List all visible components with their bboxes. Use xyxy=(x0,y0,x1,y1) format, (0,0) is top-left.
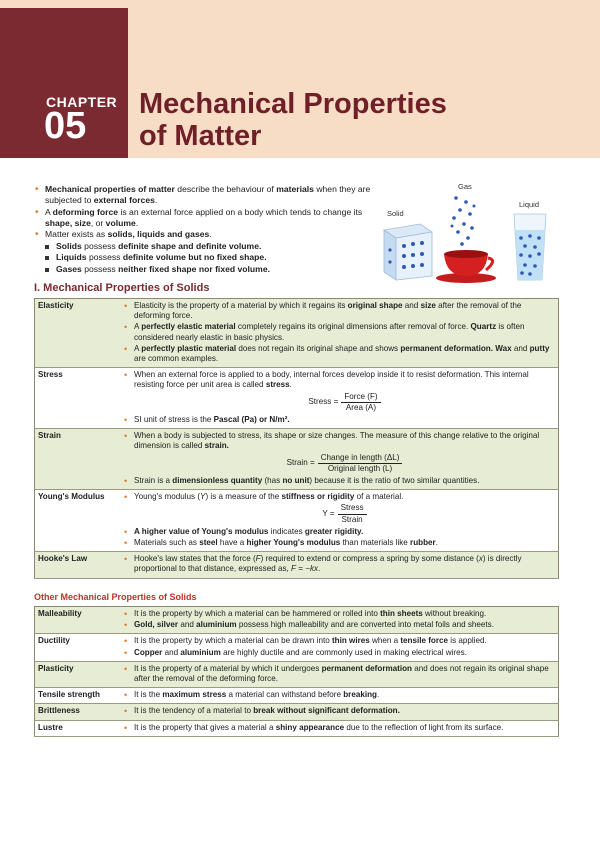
list-item: • It is the property by which a material can be drawn into thin wires when a tensile force is applied. xyxy=(123,636,555,646)
term-lustre: Lustre xyxy=(35,720,121,736)
list-item: • Materials such as steel have a higher Young's modulus than materials like rubber. xyxy=(123,538,555,548)
table-row xyxy=(35,429,559,490)
states-drawing xyxy=(380,180,580,288)
list-item: • It is the property of a material by which it undergoes permanent deformation and does not regain its original shape after the removal of the deforming force. xyxy=(123,664,555,684)
liquid-glass-icon xyxy=(514,214,546,280)
list-item: • Hooke's law states that the force (F) required to extend or compress a spring by some distance (x) is directly proportional to that distance, expressed as, F = −kx. xyxy=(123,554,555,574)
section-heading-other: Other Mechanical Properties of Solids xyxy=(34,592,197,602)
other-properties-table xyxy=(34,606,559,737)
term-plasticity: Plasticity xyxy=(35,661,121,687)
definition-cell xyxy=(120,704,559,720)
solid-label: Solid xyxy=(387,209,404,218)
solids-properties-table xyxy=(34,298,559,579)
gas-particles-icon xyxy=(451,196,476,246)
table-row xyxy=(35,661,559,687)
section-heading-solids: I. Mechanical Properties of Solids xyxy=(34,282,210,294)
list-item: • It is the property by which a material can be hammered or rolled into thin sheets without breaking. xyxy=(123,609,555,619)
term-stress: Stress xyxy=(35,368,121,429)
list-item: • When an external force is applied to a body, internal forces develop inside it to resist deformation. This internal resisting force per unit area is called stress. Stress = $\frac{\text{Force (F)}}{\text{Area (A)}}$ xyxy=(123,370,555,413)
list-item: • Young's modulus (Y) is a measure of the stiffness or rigidity of a material. Y = $\frac{\text{Stress}}{\text{Strain}}$ xyxy=(123,492,555,525)
term-elasticity: Elasticity xyxy=(35,299,121,368)
states-of-matter-illustration xyxy=(380,180,580,288)
definition-cell xyxy=(120,429,559,490)
list-item: • Elasticity is the property of a material by which it regains its original shape and size after the removal of the deforming force. xyxy=(123,301,555,321)
list-item: • A perfectly plastic material does not regain its original shape and shows permanent deformation. Wax and putty are common examples. xyxy=(123,344,555,364)
definition-cell xyxy=(120,661,559,687)
definition-cell xyxy=(120,368,559,429)
youngs-formula: Y = $\frac{\text{Stress}}{\text{Strain}}$ xyxy=(134,503,555,524)
list-item: Solids possess definite shape and definite volume. xyxy=(34,241,372,252)
table-row xyxy=(35,704,559,720)
list-item: • It is the property that gives a material a shiny appearance due to the reflection of light from its surface. xyxy=(123,723,555,733)
table-row xyxy=(35,688,559,704)
definition-cell xyxy=(120,634,559,661)
cup-icon xyxy=(436,250,496,283)
table-row xyxy=(35,368,559,429)
table-row xyxy=(35,634,559,661)
chapter-number: 05 xyxy=(44,105,87,147)
definition-cell xyxy=(120,688,559,704)
definition-cell xyxy=(120,720,559,736)
term-youngs-modulus: Young's Modulus xyxy=(35,490,121,552)
strain-formula: Strain = $\frac{\text{Change in length (ΔL)}}{\text{Original length (L)}}$ xyxy=(134,453,555,474)
list-item: • Gold, silver and aluminium possess high malleability and are converted into metal foils and sheets. xyxy=(123,620,555,630)
gas-label: Gas xyxy=(458,182,472,191)
term-tensile-strength: Tensile strength xyxy=(35,688,121,704)
chapter-title xyxy=(139,88,447,152)
table-row xyxy=(35,490,559,552)
definition-cell xyxy=(120,299,559,368)
chapter-label: CHAPTER xyxy=(46,94,118,110)
list-item: • When a body is subjected to stress, its shape or size changes. The measure of this change relative to the original dimension is called strain. Strain = $\frac{\text{Change in length (ΔL)}}{\text{Original length (L)}}$ xyxy=(123,431,555,474)
list-item: • A higher value of Young's modulus indicates greater rigidity. xyxy=(123,527,555,537)
intro-bullets xyxy=(34,184,372,275)
table-row xyxy=(35,299,559,368)
stress-formula: Stress = $\frac{\text{Force (F)}}{\text{Area (A)}}$ xyxy=(134,392,555,413)
title-line-2: of Matter xyxy=(139,120,262,152)
list-item: • Copper and aluminium are highly ductile and are commonly used in making electrical wires. xyxy=(123,648,555,658)
term-hookes-law: Hooke's Law xyxy=(35,552,121,578)
list-item: • A deforming force is an external force applied on a body which tends to change its shape, size, or volume. xyxy=(34,207,372,229)
table-row xyxy=(35,552,559,578)
list-item: • Mechanical properties of matter describe the behaviour of materials when they are subjected to external forces. xyxy=(34,184,372,206)
term-strain: Strain xyxy=(35,429,121,490)
list-item: • Strain is a dimensionless quantity (has no unit) because it is the ratio of two similar quantities. xyxy=(123,476,555,486)
list-item: Gases possess neither fixed shape nor fixed volume. xyxy=(34,264,372,275)
definition-cell xyxy=(120,607,559,634)
solid-cube-icon xyxy=(384,224,432,280)
term-malleability: Malleability xyxy=(35,607,121,634)
list-item: Liquids possess definite volume but no fixed shape. xyxy=(34,252,372,263)
table-row xyxy=(35,720,559,736)
table-row xyxy=(35,607,559,634)
definition-cell xyxy=(120,490,559,552)
definition-cell xyxy=(120,552,559,578)
list-item: • It is the maximum stress a material can withstand before breaking. xyxy=(123,690,555,700)
title-line-1: Mechanical Properties xyxy=(139,88,447,120)
list-item: • A perfectly elastic material completely regains its original dimensions after removal of force. Quartz is often considered nearly elastic in basic physics. xyxy=(123,322,555,342)
list-item: • It is the tendency of a material to break without significant deformation. xyxy=(123,706,555,716)
liquid-label: Liquid xyxy=(519,200,540,209)
term-brittleness: Brittleness xyxy=(35,704,121,720)
term-ductility: Ductility xyxy=(35,634,121,661)
list-item: • Matter exists as solids, liquids and gases. xyxy=(34,229,372,240)
list-item: • SI unit of stress is the Pascal (Pa) or N/m². xyxy=(123,415,555,425)
